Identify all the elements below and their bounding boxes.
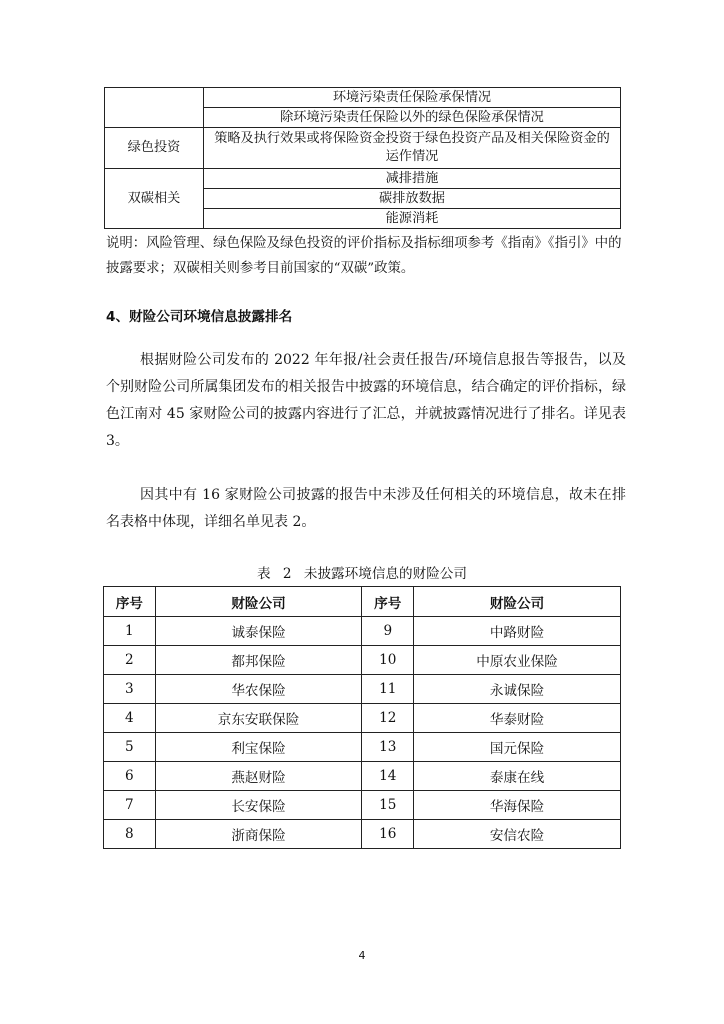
table-cell: 4 xyxy=(104,704,156,733)
indicator-item: 碳排放数据 xyxy=(204,189,621,209)
table-cell: 都邦保险 xyxy=(155,646,362,675)
table-row xyxy=(104,704,621,733)
category-cell: 双碳相关 xyxy=(105,169,204,229)
table-row xyxy=(105,128,621,169)
table-cell: 国元保险 xyxy=(414,733,621,762)
table-row xyxy=(105,88,621,108)
table-header-row xyxy=(104,587,621,617)
header-cell: 财险公司 xyxy=(155,587,362,617)
table-cell: 14 xyxy=(362,762,414,791)
table-row xyxy=(104,791,621,820)
table-cell: 华泰财险 xyxy=(414,704,621,733)
category-cell: 绿色投资 xyxy=(105,128,204,169)
table-cell: 8 xyxy=(104,820,156,849)
table-row xyxy=(104,762,621,791)
table-cell: 15 xyxy=(362,791,414,820)
table-cell: 永诚保险 xyxy=(414,675,621,704)
table-cell: 16 xyxy=(362,820,414,849)
table-row xyxy=(105,169,621,189)
table-cell: 9 xyxy=(362,617,414,646)
indicator-item: 能源消耗 xyxy=(204,209,621,229)
table-row xyxy=(104,675,621,704)
table-cell: 长安保险 xyxy=(155,791,362,820)
table-row xyxy=(104,733,621,762)
indicator-item: 除环境污染责任保险以外的绿色保险承保情况 xyxy=(204,108,621,128)
table-cell: 2 xyxy=(104,646,156,675)
table-cell: 中路财险 xyxy=(414,617,621,646)
table-cell: 1 xyxy=(104,617,156,646)
indicator-item: 环境污染责任保险承保情况 xyxy=(204,88,621,108)
undisclosed-companies-table xyxy=(103,586,621,849)
table-cell: 中原农业保险 xyxy=(414,646,621,675)
table-cell: 燕赵财险 xyxy=(155,762,362,791)
table-cell: 利宝保险 xyxy=(155,733,362,762)
table-cell: 7 xyxy=(104,791,156,820)
table-cell: 诚泰保险 xyxy=(155,617,362,646)
header-cell: 财险公司 xyxy=(414,587,621,617)
paragraph: 因其中有 16 家财险公司披露的报告中未涉及任何相关的环境信息，故未在排名表格中体现，详细名单见表 2。 xyxy=(106,487,626,530)
header-cell: 序号 xyxy=(104,587,156,617)
indicator-item: 减排措施 xyxy=(204,169,621,189)
table-caption: 表 2 未披露环境信息的财险公司 xyxy=(256,566,467,582)
table-row xyxy=(104,820,621,849)
table-cell: 华农保险 xyxy=(155,675,362,704)
table-cell: 3 xyxy=(104,675,156,704)
table-cell: 11 xyxy=(362,675,414,704)
indicator-item: 策略及执行效果或将保险资金投资于绿色投资产品及相关保险资金的运作情况 xyxy=(204,128,621,169)
page-number: 4 xyxy=(358,949,366,962)
paragraph: 根据财险公司发布的 2022 年年报/社会责任报告/环境信息报告等报告，以及个别财险公司所属集团发布的相关报告中披露的环境信息，结合确定的评价指标，绿色江南对 45 家财险公司的披露内容进行了汇总，并就披露情况进行了排名。详见表 3。 xyxy=(106,352,626,449)
table-note: 说明：风险管理、绿色保险及绿色投资的评价指标及指标细项参考《指南》《指引》中的披露要求；双碳相关则参考目前国家的“双碳”政策。 xyxy=(106,236,622,276)
header-cell: 序号 xyxy=(362,587,414,617)
table-cell: 5 xyxy=(104,733,156,762)
table-cell: 安信农险 xyxy=(414,820,621,849)
table-cell: 10 xyxy=(362,646,414,675)
table-cell: 泰康在线 xyxy=(414,762,621,791)
table-cell: 浙商保险 xyxy=(155,820,362,849)
table-cell: 6 xyxy=(104,762,156,791)
table-cell: 13 xyxy=(362,733,414,762)
indicator-table xyxy=(104,87,621,229)
category-cell xyxy=(105,88,204,128)
table-cell: 华海保险 xyxy=(414,791,621,820)
section-title: 4、财险公司环境信息披露排名 xyxy=(106,309,293,325)
table-row xyxy=(104,646,621,675)
table-cell: 12 xyxy=(362,704,414,733)
table-row xyxy=(104,617,621,646)
table-cell: 京东安联保险 xyxy=(155,704,362,733)
